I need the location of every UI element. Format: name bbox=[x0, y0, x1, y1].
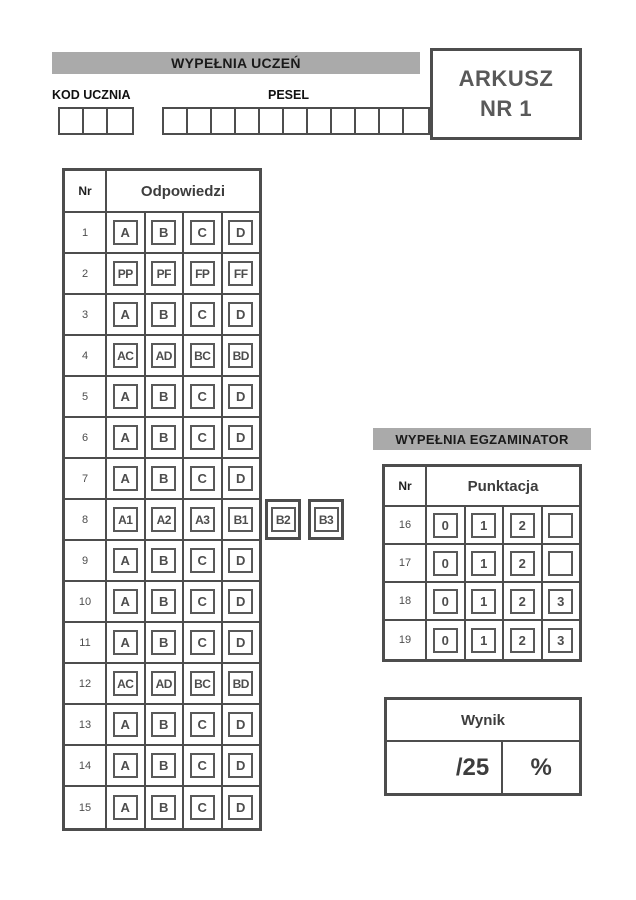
table-row bbox=[65, 459, 259, 500]
pesel-box[interactable] bbox=[380, 109, 404, 133]
score-option-cell[interactable] bbox=[504, 621, 543, 659]
table-row bbox=[65, 664, 259, 705]
scores-header-nr: Nr bbox=[385, 467, 427, 505]
table-row bbox=[65, 213, 259, 254]
table-row bbox=[385, 621, 579, 659]
answer-bubble[interactable]: A bbox=[113, 630, 138, 655]
answer-bubble[interactable]: D bbox=[228, 302, 253, 327]
answer-option-cell[interactable] bbox=[146, 459, 185, 498]
student-section-title-bar bbox=[52, 52, 420, 74]
answer-bubble[interactable]: A bbox=[113, 302, 138, 327]
examiner-section-title: WYPEŁNIA EGZAMINATOR bbox=[395, 431, 569, 447]
answer-option-cell[interactable] bbox=[223, 746, 260, 785]
scores-table-header-row bbox=[385, 467, 579, 507]
answer-bubble[interactable]: AD bbox=[151, 671, 176, 696]
table-row bbox=[65, 500, 259, 541]
answer-option-cell[interactable] bbox=[107, 377, 146, 416]
table-row bbox=[65, 295, 259, 336]
scores-row-number: 18 bbox=[385, 583, 427, 619]
score-option-cell[interactable] bbox=[427, 583, 466, 619]
answer-bubble[interactable]: D bbox=[228, 425, 253, 450]
answer-bubble[interactable]: B2 bbox=[271, 507, 296, 532]
answer-option-cell[interactable] bbox=[146, 541, 185, 580]
answers-row-number: 11 bbox=[65, 623, 107, 662]
answer-option-cell[interactable] bbox=[107, 705, 146, 744]
score-bubble[interactable]: 2 bbox=[510, 628, 535, 653]
answer-bubble[interactable]: D bbox=[228, 548, 253, 573]
answer-option-cell[interactable] bbox=[107, 623, 146, 662]
answer-option-cell[interactable] bbox=[223, 623, 260, 662]
table-row bbox=[385, 583, 579, 621]
answer-option-cell[interactable] bbox=[184, 705, 223, 744]
kod-ucznia-box[interactable] bbox=[60, 109, 84, 133]
answer-option-cell[interactable] bbox=[223, 336, 260, 375]
table-row bbox=[65, 787, 259, 828]
pesel-box[interactable] bbox=[164, 109, 188, 133]
pesel-box[interactable] bbox=[332, 109, 356, 133]
answer-option-cell[interactable] bbox=[223, 377, 260, 416]
answer-option-cell[interactable] bbox=[223, 459, 260, 498]
answers-header-nr: Nr bbox=[65, 171, 107, 211]
pesel-box[interactable] bbox=[308, 109, 332, 133]
answer-option-cell[interactable] bbox=[184, 787, 223, 828]
answer-option-cell[interactable] bbox=[107, 213, 146, 252]
score-option-cell[interactable] bbox=[466, 583, 505, 619]
answers-row-number: 13 bbox=[65, 705, 107, 744]
answer-option-cell[interactable] bbox=[184, 295, 223, 334]
answer-bubble[interactable]: D bbox=[228, 795, 253, 820]
answer-bubble[interactable]: PF bbox=[151, 261, 176, 286]
answer-bubble[interactable]: B bbox=[151, 712, 176, 737]
answer-bubble[interactable]: C bbox=[190, 384, 215, 409]
answer-option-cell[interactable] bbox=[184, 254, 223, 293]
answer-bubble[interactable]: A bbox=[113, 589, 138, 614]
answer-bubble[interactable]: D bbox=[228, 712, 253, 737]
answer-option-cell[interactable] bbox=[184, 459, 223, 498]
answer-bubble[interactable]: D bbox=[228, 466, 253, 491]
answer-bubble[interactable]: A bbox=[113, 712, 138, 737]
answer-bubble[interactable]: BD bbox=[228, 671, 253, 696]
answer-option-cell[interactable] bbox=[184, 336, 223, 375]
score-option-cell[interactable] bbox=[427, 621, 466, 659]
student-section-title: WYPEŁNIA UCZEŃ bbox=[171, 55, 301, 71]
answer-bubble[interactable]: D bbox=[228, 589, 253, 614]
answers-header-label: Odpowiedzi bbox=[140, 182, 226, 200]
answer-bubble[interactable]: B bbox=[151, 795, 176, 820]
answer-option-cell[interactable] bbox=[146, 295, 185, 334]
answer-option-cell[interactable] bbox=[107, 459, 146, 498]
answers-row-number: 15 bbox=[65, 787, 107, 828]
kod-ucznia-label: KOD UCZNIA bbox=[52, 88, 131, 102]
score-option-cell[interactable] bbox=[427, 507, 466, 543]
answer-bubble[interactable]: A3 bbox=[190, 507, 215, 532]
answers-row-number: 10 bbox=[65, 582, 107, 621]
score-option-cell[interactable] bbox=[543, 583, 580, 619]
pesel-box[interactable] bbox=[236, 109, 260, 133]
answer-bubble[interactable]: AC bbox=[113, 343, 138, 368]
answers-row-number: 1 bbox=[65, 213, 107, 252]
answer-bubble[interactable]: B bbox=[151, 384, 176, 409]
answer-bubble[interactable]: C bbox=[190, 220, 215, 245]
answer-bubble[interactable]: B3 bbox=[314, 507, 339, 532]
score-bubble[interactable]: 2 bbox=[510, 589, 535, 614]
answer-bubble[interactable]: C bbox=[190, 302, 215, 327]
score-bubble[interactable]: 1 bbox=[471, 628, 496, 653]
answers-row-number: 5 bbox=[65, 377, 107, 416]
answer-option-cell[interactable] bbox=[184, 623, 223, 662]
score-bubble[interactable]: 0 bbox=[433, 513, 458, 538]
answers-row-number: 2 bbox=[65, 254, 107, 293]
answer-option-cell[interactable] bbox=[184, 746, 223, 785]
answer-option-cell[interactable] bbox=[184, 664, 223, 703]
answer-bubble[interactable]: D bbox=[228, 630, 253, 655]
answer-bubble[interactable]: A1 bbox=[113, 507, 138, 532]
answers-table bbox=[62, 168, 262, 831]
answer-option-cell[interactable] bbox=[146, 787, 185, 828]
answer-bubble[interactable]: B bbox=[151, 589, 176, 614]
examiner-section-title-bar bbox=[373, 428, 591, 450]
answer-extra-cell[interactable] bbox=[265, 499, 301, 540]
answer-option-cell[interactable] bbox=[146, 582, 185, 621]
answer-option-cell[interactable] bbox=[223, 664, 260, 703]
answers-row-number: 14 bbox=[65, 746, 107, 785]
score-option-cell[interactable] bbox=[543, 507, 580, 543]
table-row bbox=[65, 336, 259, 377]
table-row bbox=[385, 545, 579, 583]
kod-ucznia-input-boxes[interactable] bbox=[58, 107, 134, 135]
score-bubble[interactable]: 3 bbox=[548, 628, 573, 653]
answer-option-cell[interactable] bbox=[184, 377, 223, 416]
answer-bubble[interactable]: B bbox=[151, 425, 176, 450]
answer-option-cell[interactable] bbox=[223, 500, 260, 539]
answer-option-cell[interactable] bbox=[223, 295, 260, 334]
score-bubble[interactable]: 1 bbox=[471, 589, 496, 614]
answer-option-cell[interactable] bbox=[223, 787, 260, 828]
answer-option-cell[interactable] bbox=[107, 336, 146, 375]
score-bubble[interactable] bbox=[548, 551, 573, 576]
answer-option-cell[interactable] bbox=[146, 213, 185, 252]
answer-bubble[interactable]: C bbox=[190, 589, 215, 614]
answer-option-cell[interactable] bbox=[223, 705, 260, 744]
answer-option-cell[interactable] bbox=[107, 746, 146, 785]
answer-bubble[interactable]: A bbox=[113, 548, 138, 573]
result-percent-field[interactable]: % bbox=[530, 753, 552, 781]
score-option-cell[interactable] bbox=[543, 621, 580, 659]
answer-option-cell[interactable] bbox=[107, 254, 146, 293]
answer-bubble[interactable]: BC bbox=[190, 343, 215, 368]
kod-ucznia-box[interactable] bbox=[108, 109, 132, 133]
score-bubble[interactable]: 1 bbox=[471, 551, 496, 576]
sheet-number-badge bbox=[430, 48, 582, 140]
answer-option-cell[interactable] bbox=[107, 295, 146, 334]
answer-option-cell[interactable] bbox=[223, 213, 260, 252]
scores-row-number: 19 bbox=[385, 621, 427, 659]
score-option-cell[interactable] bbox=[427, 545, 466, 581]
answer-bubble[interactable]: C bbox=[190, 425, 215, 450]
scores-header-label: Punktacja bbox=[467, 477, 539, 495]
pesel-box[interactable] bbox=[356, 109, 380, 133]
answer-bubble[interactable]: D bbox=[228, 220, 253, 245]
answer-option-cell[interactable] bbox=[146, 746, 185, 785]
answer-option-cell[interactable] bbox=[223, 541, 260, 580]
pesel-label: PESEL bbox=[268, 88, 309, 102]
table-row bbox=[65, 418, 259, 459]
table-row bbox=[65, 582, 259, 623]
answer-option-cell[interactable] bbox=[107, 787, 146, 828]
table-row bbox=[385, 507, 579, 545]
answer-bubble[interactable]: A bbox=[113, 220, 138, 245]
answers-row-number: 7 bbox=[65, 459, 107, 498]
answer-bubble[interactable]: A bbox=[113, 466, 138, 491]
answer-bubble[interactable]: A2 bbox=[151, 507, 176, 532]
pesel-box[interactable] bbox=[188, 109, 212, 133]
score-option-cell[interactable] bbox=[543, 545, 580, 581]
sheet-badge-line1: ARKUSZ bbox=[458, 66, 554, 91]
answer-option-cell[interactable] bbox=[184, 582, 223, 621]
result-body bbox=[387, 742, 579, 793]
table-row bbox=[65, 254, 259, 295]
scores-table bbox=[382, 464, 582, 662]
answer-bubble[interactable]: AD bbox=[151, 343, 176, 368]
pesel-box[interactable] bbox=[404, 109, 428, 133]
answer-option-cell[interactable] bbox=[146, 254, 185, 293]
result-title: Wynik bbox=[387, 700, 579, 742]
answer-bubble[interactable]: C bbox=[190, 548, 215, 573]
answers-row-number: 3 bbox=[65, 295, 107, 334]
answer-bubble[interactable]: B bbox=[151, 220, 176, 245]
scores-row-number: 17 bbox=[385, 545, 427, 581]
answer-bubble[interactable]: A bbox=[113, 753, 138, 778]
answer-bubble[interactable]: C bbox=[190, 630, 215, 655]
score-option-cell[interactable] bbox=[504, 507, 543, 543]
answer-option-cell[interactable] bbox=[223, 418, 260, 457]
answers-table-header-row bbox=[65, 171, 259, 213]
answer-bubble[interactable]: B bbox=[151, 630, 176, 655]
answer-bubble[interactable]: A bbox=[113, 795, 138, 820]
answers-row-number: 8 bbox=[65, 500, 107, 539]
answer-bubble[interactable]: FF bbox=[228, 261, 253, 286]
answer-bubble[interactable]: B1 bbox=[228, 507, 253, 532]
scores-row-number: 16 bbox=[385, 507, 427, 543]
answers-row-number: 12 bbox=[65, 664, 107, 703]
table-row bbox=[65, 541, 259, 582]
score-bubble[interactable]: 2 bbox=[510, 551, 535, 576]
score-bubble[interactable]: 2 bbox=[510, 513, 535, 538]
answer-bubble[interactable]: C bbox=[190, 795, 215, 820]
answer-bubble[interactable]: C bbox=[190, 712, 215, 737]
answer-option-cell[interactable] bbox=[223, 254, 260, 293]
score-bubble[interactable] bbox=[548, 513, 573, 538]
answers-row-number: 6 bbox=[65, 418, 107, 457]
answer-bubble[interactable]: C bbox=[190, 753, 215, 778]
pesel-box[interactable] bbox=[260, 109, 284, 133]
table-row bbox=[65, 705, 259, 746]
answer-bubble[interactable]: D bbox=[228, 384, 253, 409]
score-bubble[interactable]: 3 bbox=[548, 589, 573, 614]
answer-bubble[interactable]: BD bbox=[228, 343, 253, 368]
answer-option-cell[interactable] bbox=[146, 377, 185, 416]
result-score-field[interactable]: /25 bbox=[387, 742, 503, 793]
answer-option-cell[interactable] bbox=[107, 582, 146, 621]
answer-option-cell[interactable] bbox=[146, 418, 185, 457]
answer-bubble[interactable]: A bbox=[113, 384, 138, 409]
answer-bubble[interactable]: PP bbox=[113, 261, 138, 286]
score-bubble[interactable]: 0 bbox=[433, 628, 458, 653]
answer-bubble[interactable]: A bbox=[113, 425, 138, 450]
answer-option-cell[interactable] bbox=[184, 541, 223, 580]
result-box bbox=[384, 697, 582, 796]
answer-option-cell[interactable] bbox=[146, 623, 185, 662]
answer-option-cell[interactable] bbox=[107, 418, 146, 457]
answer-option-cell[interactable] bbox=[107, 664, 146, 703]
answer-option-cell[interactable] bbox=[107, 500, 146, 539]
answer-bubble[interactable]: BC bbox=[190, 671, 215, 696]
score-bubble[interactable]: 0 bbox=[433, 589, 458, 614]
answer-option-cell[interactable] bbox=[146, 705, 185, 744]
answer-option-cell[interactable] bbox=[146, 664, 185, 703]
sheet-badge-line2: NR 1 bbox=[479, 96, 533, 121]
kod-ucznia-box[interactable] bbox=[84, 109, 108, 133]
table-row bbox=[65, 623, 259, 664]
answer-bubble[interactable]: FP bbox=[190, 261, 215, 286]
table-row bbox=[65, 377, 259, 418]
answer-bubble[interactable]: B bbox=[151, 302, 176, 327]
answer-option-cell[interactable] bbox=[223, 582, 260, 621]
answer-bubble[interactable]: D bbox=[228, 753, 253, 778]
score-option-cell[interactable] bbox=[466, 621, 505, 659]
score-bubble[interactable]: 0 bbox=[433, 551, 458, 576]
answer-bubble[interactable]: B bbox=[151, 466, 176, 491]
pesel-input-boxes[interactable] bbox=[162, 107, 430, 135]
answer-option-cell[interactable] bbox=[184, 213, 223, 252]
answer-option-cell[interactable] bbox=[146, 500, 185, 539]
pesel-box[interactable] bbox=[284, 109, 308, 133]
table-row bbox=[65, 746, 259, 787]
answers-row-number: 9 bbox=[65, 541, 107, 580]
answer-bubble[interactable]: C bbox=[190, 466, 215, 491]
score-option-cell[interactable] bbox=[466, 507, 505, 543]
answer-option-cell[interactable] bbox=[146, 336, 185, 375]
pesel-box[interactable] bbox=[212, 109, 236, 133]
answer-extra-cell[interactable] bbox=[308, 499, 344, 540]
answers-row-number: 4 bbox=[65, 336, 107, 375]
score-option-cell[interactable] bbox=[504, 583, 543, 619]
score-option-cell[interactable] bbox=[504, 545, 543, 581]
score-option-cell[interactable] bbox=[466, 545, 505, 581]
answer-option-cell[interactable] bbox=[184, 500, 223, 539]
answer-option-cell[interactable] bbox=[184, 418, 223, 457]
answer-bubble[interactable]: AC bbox=[113, 671, 138, 696]
score-bubble[interactable]: 1 bbox=[471, 513, 496, 538]
answer-option-cell[interactable] bbox=[107, 541, 146, 580]
answer-bubble[interactable]: B bbox=[151, 753, 176, 778]
answer-bubble[interactable]: B bbox=[151, 548, 176, 573]
